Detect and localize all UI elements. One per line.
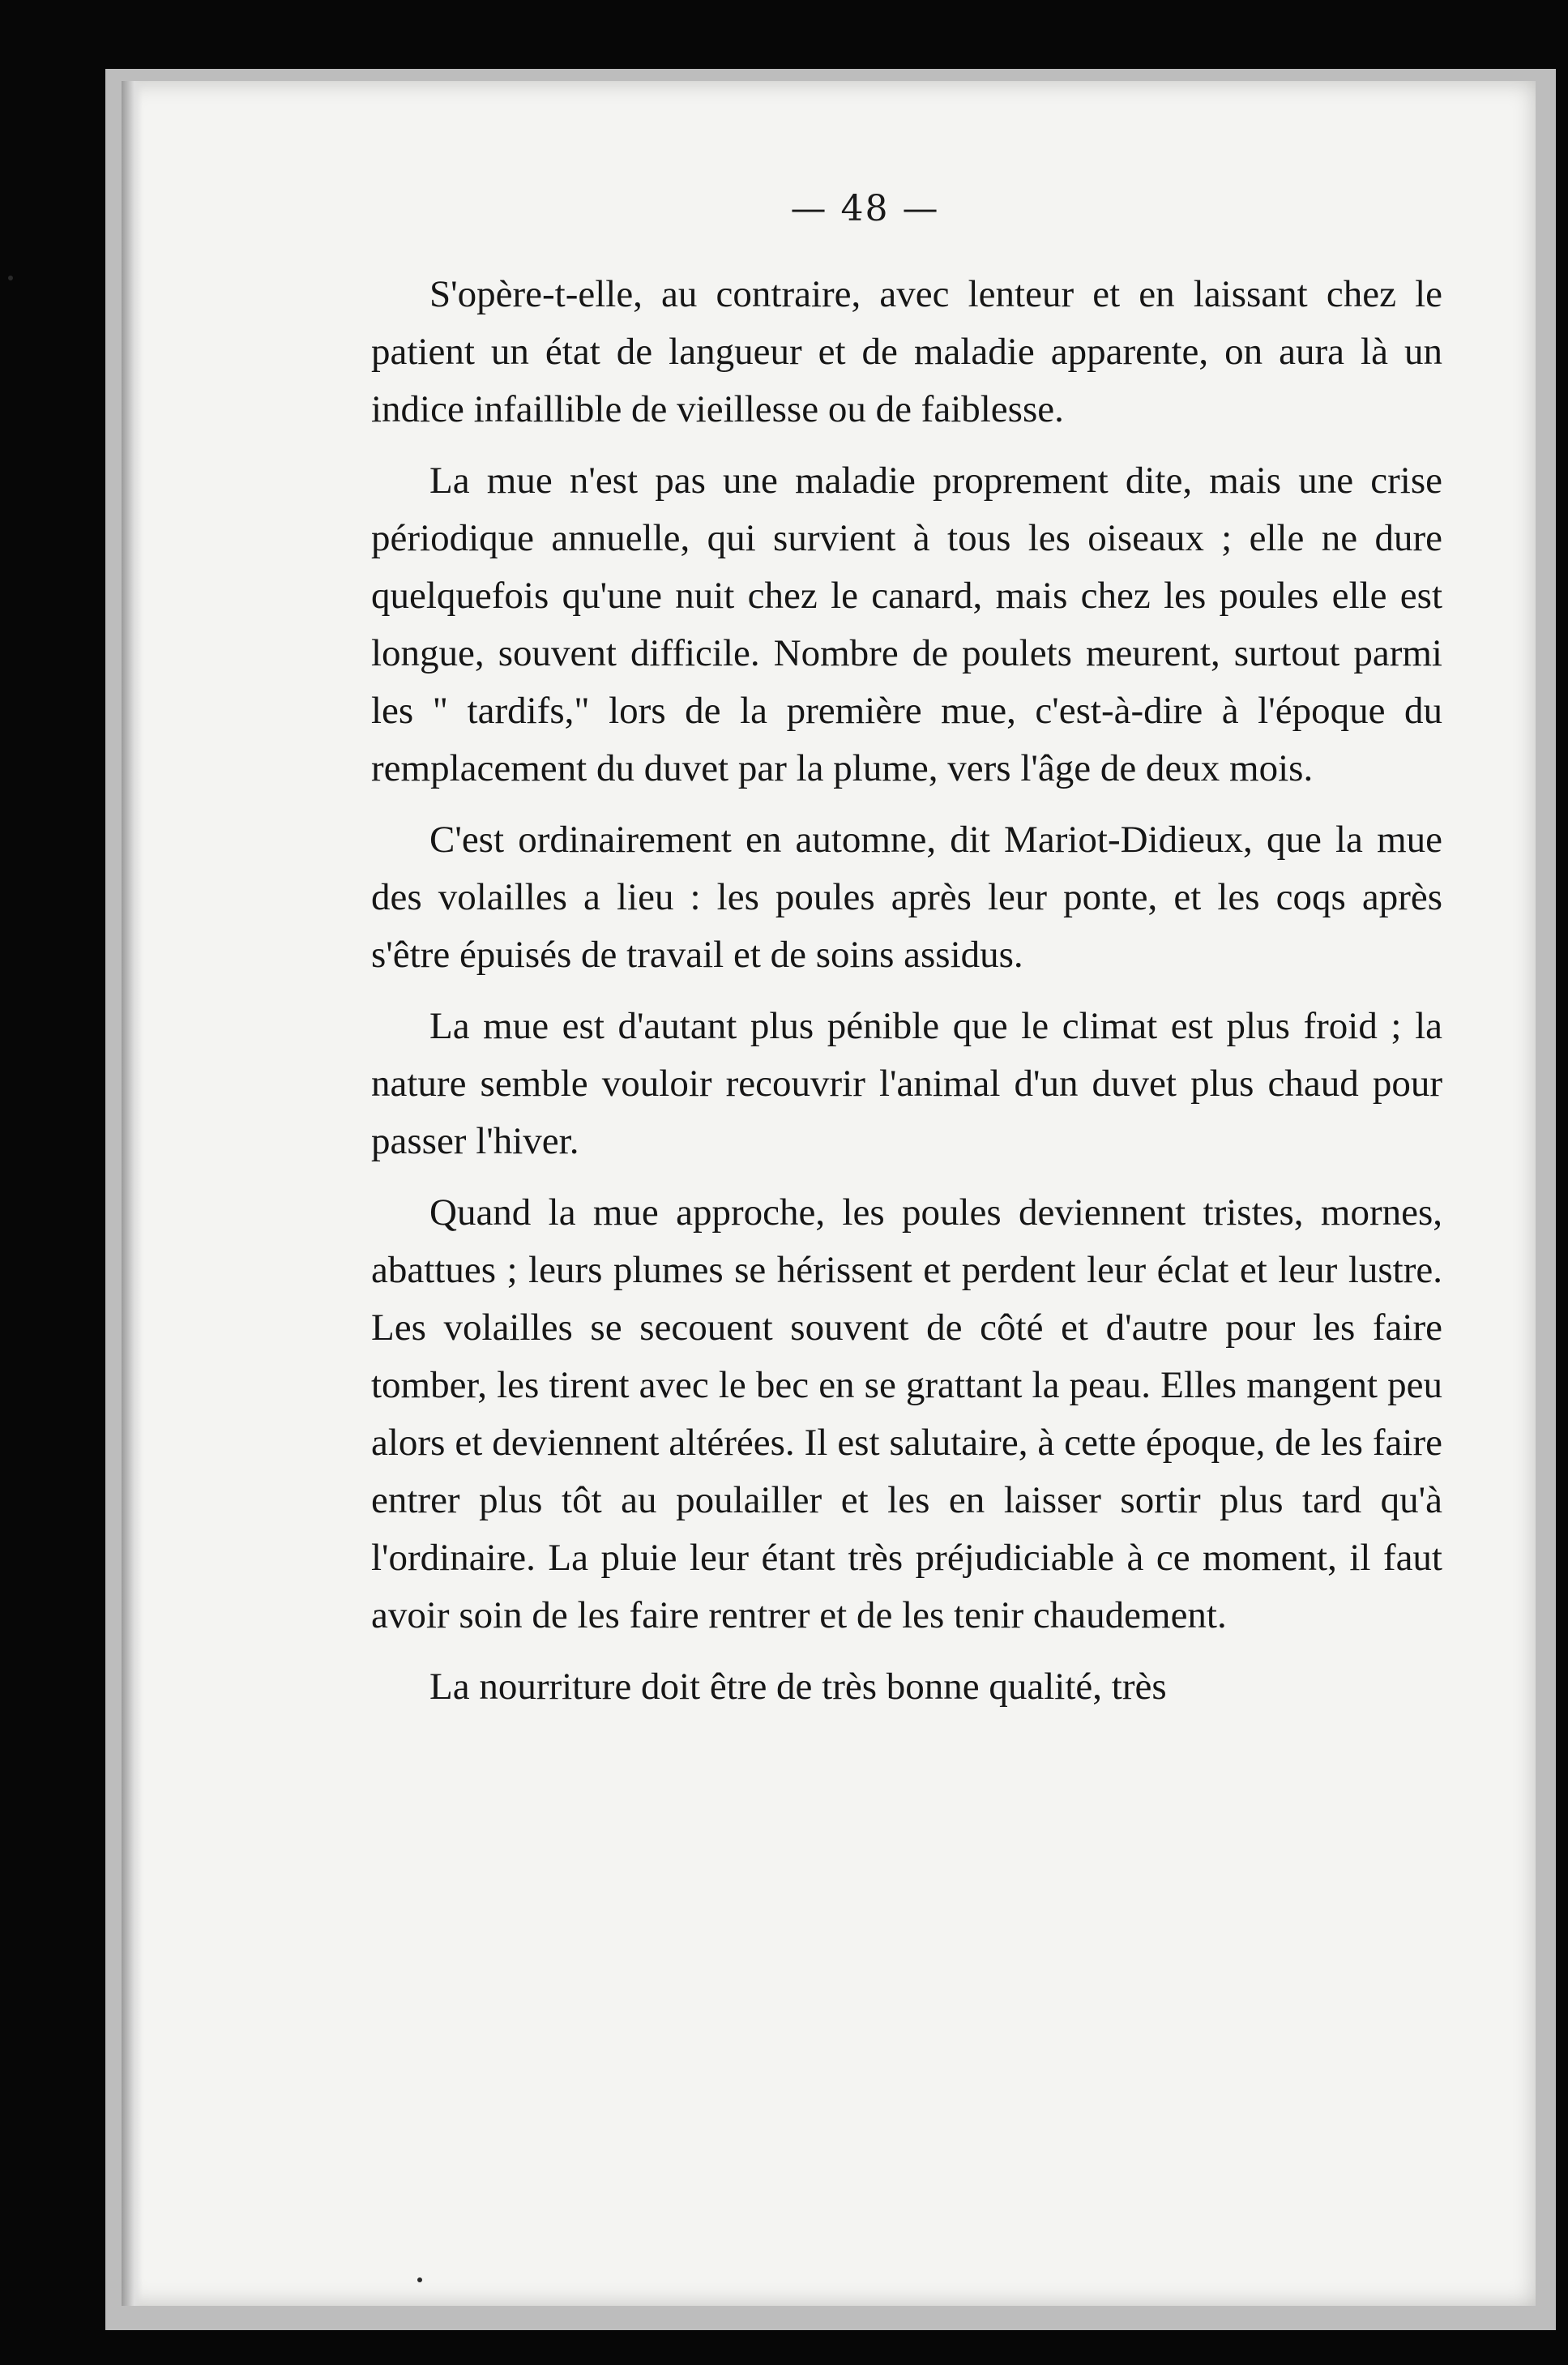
body-text — [371, 266, 1442, 1730]
paragraph-4: La mue est d'autant plus pénible que le climat est plus froid ; la nature semble vouloir recouvrir l'animal d'un duvet plus chaud pour passer l'hiver. — [371, 1005, 1442, 1162]
paragraph-5: Quand la mue approche, les poules deviennent tristes, mornes, abattues ; leurs plumes se hérissent et perdent leur éclat et leur lustre. Les volailles se secouent souvent de côté et d'autre pour les faire tomber, les tirent avec le bec en se grattant la peau. Elles mangent peu alors et deviennent altérées. Il est salutaire, à cette époque, de les faire entrer plus tôt au poulailler et les en laisser sortir plus tard qu'à l'ordinaire. La pluie leur étant très préjudiciable à ce moment, il faut avoir soin de les faire rentrer et de les tenir chaudement. — [371, 1191, 1442, 1636]
scan-speck — [8, 276, 13, 280]
page-binding-edge — [122, 81, 143, 2306]
scan-speck — [417, 2277, 422, 2282]
paragraph-3: C'est ordinairement en automne, dit Mariot-Didieux, que la mue des volailles a lieu : les poules après leur ponte, et les coqs après s'être épuisés de travail et de soins assidus. — [371, 819, 1442, 976]
paragraph-1: S'opère-t-elle, au contraire, avec lenteur et en laissant chez le patient un état de langueur et de maladie apparente, on aura là un indice infaillible de vieillesse ou de faiblesse. — [371, 273, 1442, 430]
paragraph-2: La mue n'est pas une maladie proprement dite, mais une crise périodique annuelle, qui survient à tous les oiseaux ; elle ne dure quelquefois qu'une nuit chez le canard, mais chez les poules elle est longue, souvent difficile. Nombre de poulets meurent, surtout parmi les " tardifs," lors de la première mue, c'est-à-dire à l'époque du remplacement du duvet par la plume, vers l'âge de deux mois. — [371, 460, 1442, 789]
page-number: — 48 — — [790, 188, 940, 229]
paragraph-6: La nourriture doit être de très bonne qualité, très — [429, 1666, 1167, 1708]
